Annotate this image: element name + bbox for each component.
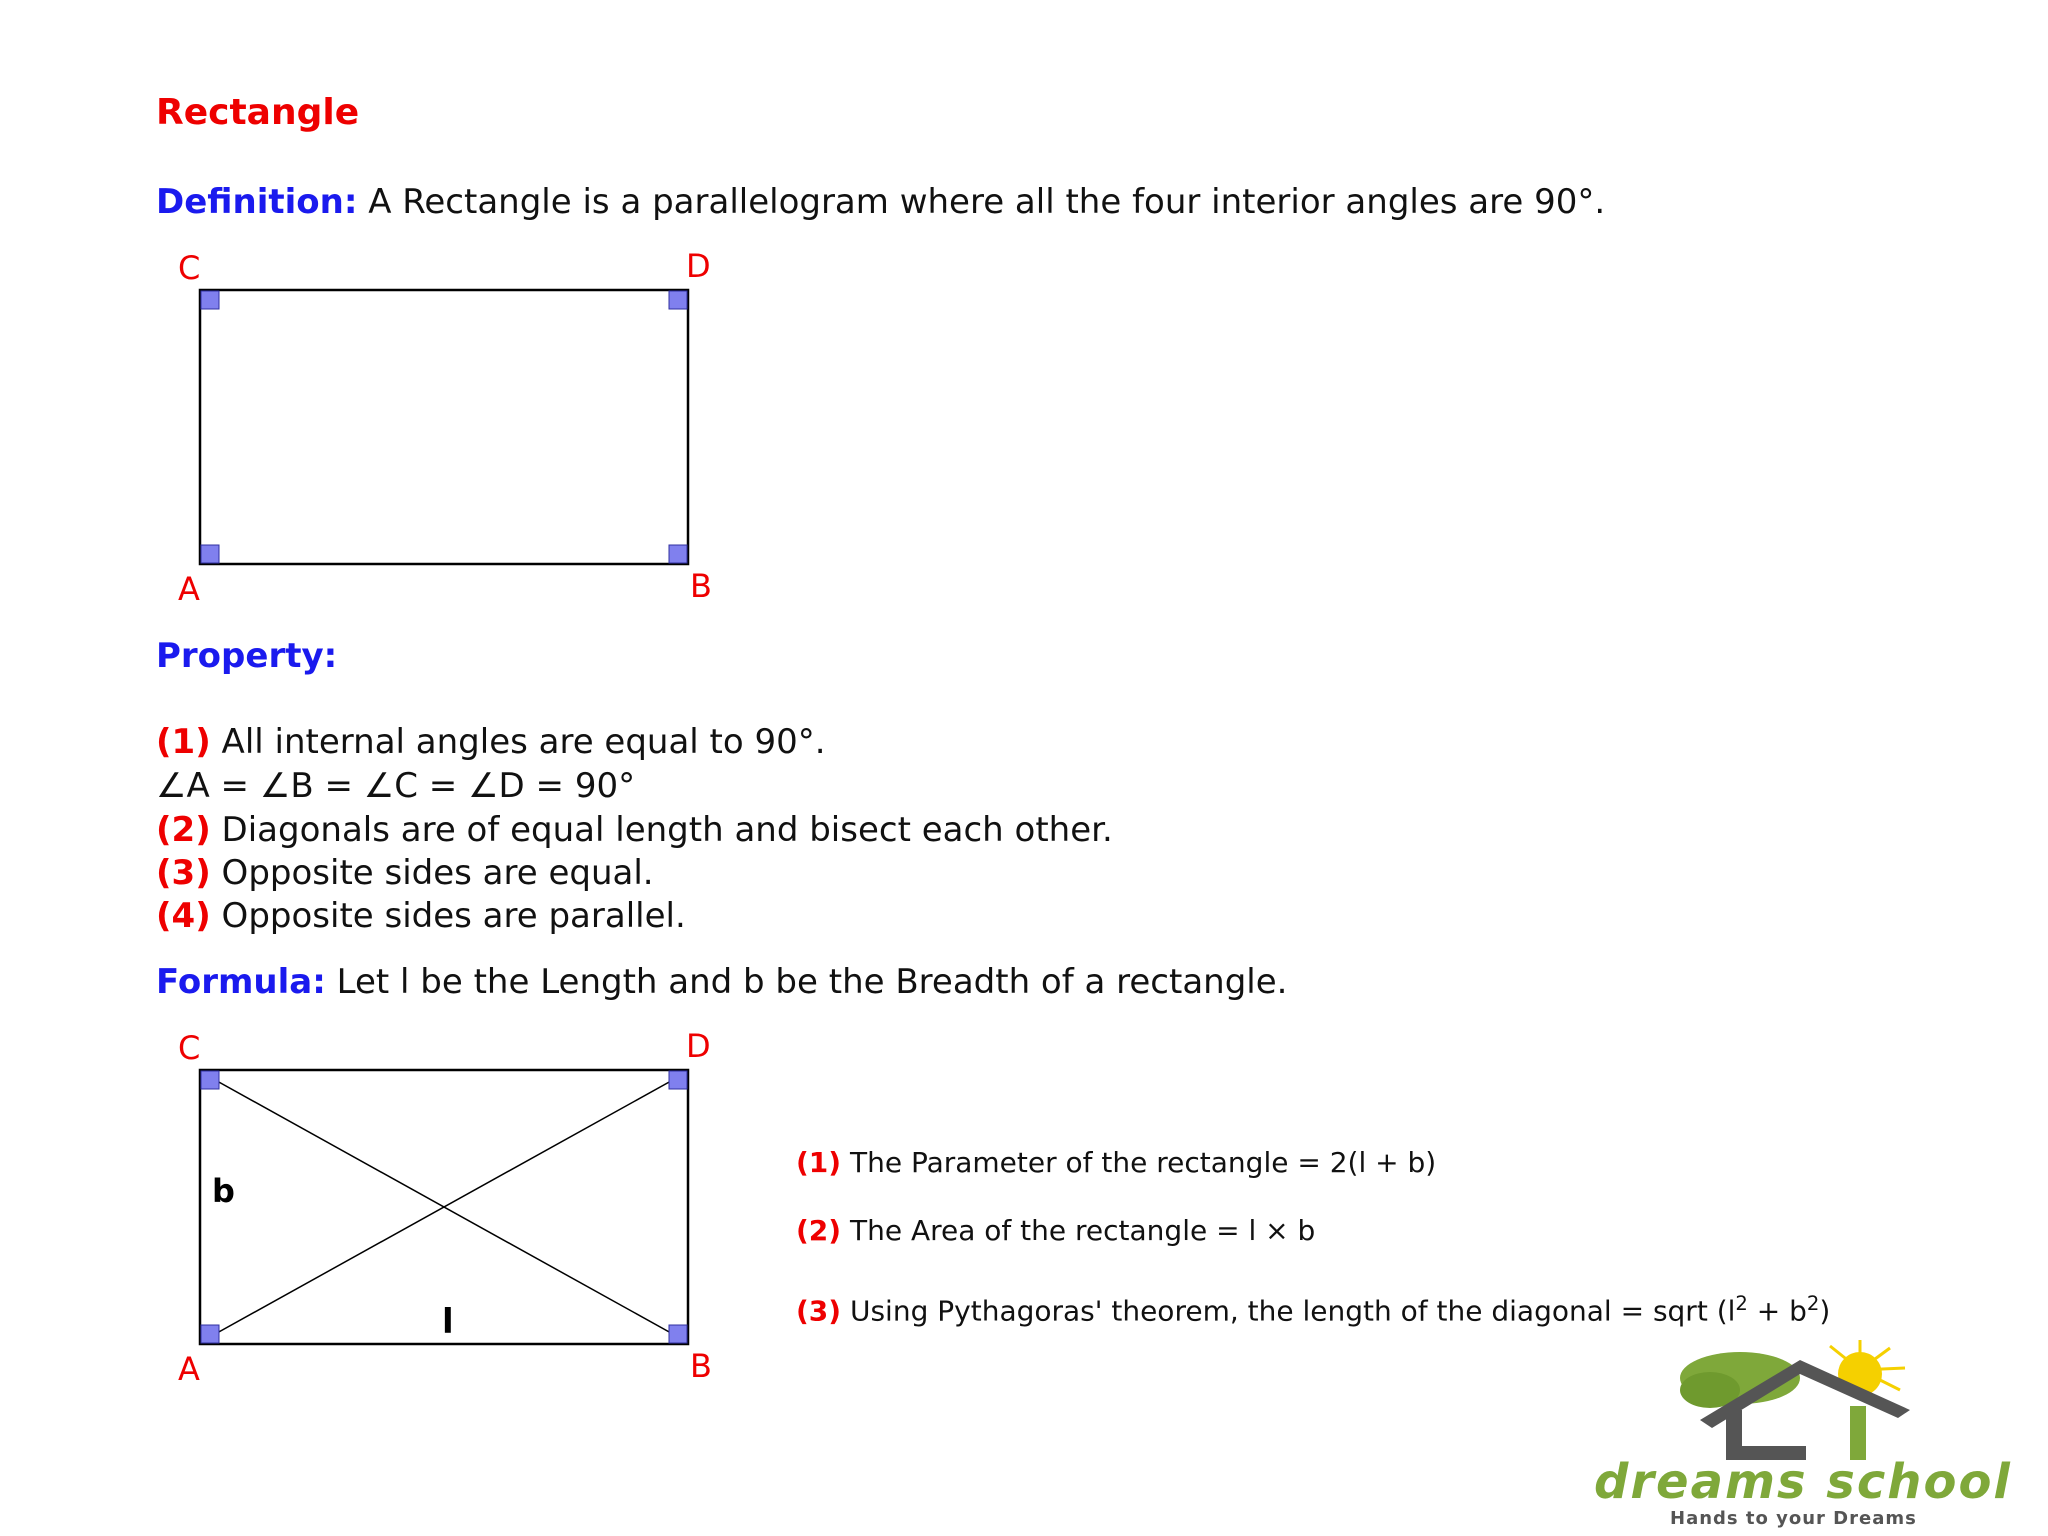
rectangle-figure <box>150 240 750 620</box>
formula-item-text: Using Pythagoras' theorem, the length of the diagonal = sqrt (l <box>841 1294 1736 1328</box>
right-angle-marker-c <box>201 291 219 309</box>
right-angle-marker-a <box>201 1325 219 1343</box>
property-heading: Property: <box>156 636 338 676</box>
superscript: 2 <box>1806 1292 1820 1315</box>
logo-name: dreams school <box>1594 1454 2012 1510</box>
vertex-label-a: A <box>178 570 200 608</box>
angles-equation: ∠A = ∠B = ∠C = ∠D = 90° <box>156 766 636 806</box>
definition-label: Definition: <box>156 182 358 222</box>
formula-item-text: The Area of the rectangle = l × b <box>841 1214 1316 1247</box>
vertex-label-b: B <box>690 1347 712 1385</box>
property-number: (4) <box>156 896 211 936</box>
formula-label: Formula: <box>156 962 326 1002</box>
right-angle-marker-d <box>669 1071 687 1089</box>
formula-number: (1) <box>796 1146 842 1179</box>
side-label-l: l <box>442 1302 454 1342</box>
page-title: Rectangle <box>156 92 360 133</box>
logo-house-icon <box>1660 1340 1960 1470</box>
property-text: Diagonals are of equal length and bisect each other. <box>210 810 1113 850</box>
property-text: All internal angles are equal to 90°. <box>210 722 826 762</box>
vertex-label-c: C <box>178 1029 201 1067</box>
vertex-label-a: A <box>178 1350 200 1388</box>
formula-number: (3) <box>796 1294 842 1328</box>
right-angle-marker-a <box>201 545 219 563</box>
vertex-label-b: B <box>690 567 712 605</box>
vertex-label-d: D <box>686 247 711 285</box>
side-label-b: b <box>212 1172 235 1210</box>
vertex-label-d: D <box>686 1027 711 1065</box>
right-angle-marker-b <box>669 1325 687 1343</box>
rectangle-outline <box>200 290 688 564</box>
property-text: Opposite sides are equal. <box>210 853 654 893</box>
property-item-2 <box>156 810 1113 850</box>
formula-item-text-mid: + b <box>1747 1294 1807 1328</box>
property-item-4 <box>156 896 686 936</box>
formula-item-text-end: ) <box>1819 1294 1831 1328</box>
definition-text: A Rectangle is a parallelogram where all the four interior angles are 90°. <box>357 182 1606 222</box>
formula-item-3 <box>796 1292 1830 1327</box>
property-item-1 <box>156 722 826 762</box>
superscript: 2 <box>1735 1292 1748 1315</box>
property-number: (3) <box>156 853 211 893</box>
formula-item-text: The Parameter of the rectangle = 2(l + b) <box>841 1146 1437 1179</box>
formula-text: Let l be the Length and b be the Breadth of a rectangle. <box>325 962 1288 1002</box>
right-angle-marker-b <box>669 545 687 563</box>
right-angle-marker-c <box>201 1071 219 1089</box>
definition-line <box>156 182 1605 222</box>
property-number: (1) <box>156 722 211 762</box>
right-angle-marker-d <box>669 291 687 309</box>
formula-item-2 <box>796 1214 1315 1247</box>
formula-line <box>156 962 1287 1002</box>
formula-number: (2) <box>796 1214 842 1247</box>
property-number: (2) <box>156 810 211 850</box>
logo-tagline: Hands to your Dreams <box>1670 1508 1917 1529</box>
vertex-label-c: C <box>178 249 201 287</box>
formula-item-1 <box>796 1146 1436 1179</box>
property-text: Opposite sides are parallel. <box>210 896 686 936</box>
property-item-3 <box>156 853 654 893</box>
rectangle-diagonals-figure <box>150 1020 750 1400</box>
